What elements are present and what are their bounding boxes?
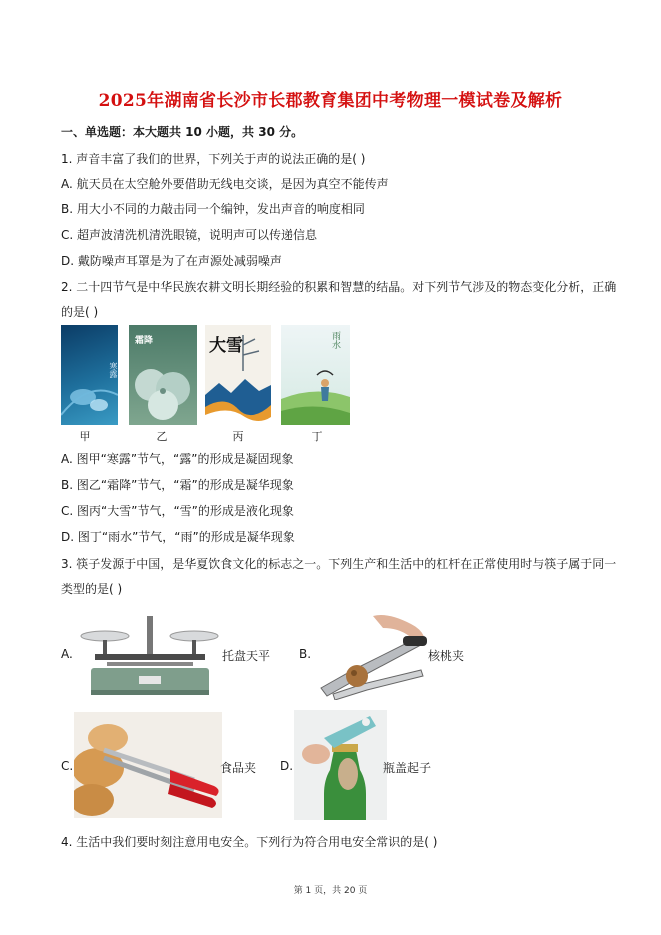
q3-option-a-letter: A. [61,647,73,661]
food-tongs-image [74,712,222,818]
bottle-opener-image [294,710,387,820]
q1-option-a: A. 航天员在太空舱外要借助无线电交谈，是因为真空不能传声 [61,177,389,191]
q2-option-a: A. 图甲“寒露”节气，“露”的形成是凝固现象 [61,452,294,466]
solar-term-image-yi [129,325,197,425]
solar-term-image-ding [281,325,350,425]
q2-option-d: D. 图丁“雨水”节气，“雨”的形成是凝华现象 [61,530,295,544]
q3-option-b-label: 核桃夹 [428,649,465,663]
q1-option-c: C. 超声波清洗机清洗眼镜，说明声可以传递信息 [61,228,318,242]
q3-option-d-label: 瓶盖起子 [383,761,432,775]
page-title: 2025年湖南省长沙市长郡教育集团中考物理一模试卷及解析 [98,91,563,111]
q2-option-b: B. 图乙“霜降”节气，“霜”的形成是凝华现象 [61,478,294,492]
q3-stem-line1: 3. 筷子发源于中国，是华夏饮食文化的标志之一。下列生产和生活中的杠杆在正常使用时与筷子属于同一 [61,557,617,571]
caption-yi: 乙 [156,430,168,443]
q3-option-c-letter: C. [61,759,74,773]
q3-option-c-label: 食品夹 [220,761,257,775]
page-footer: 第 1 页，共 20 页 [293,886,368,896]
solar-term-image-jia [61,325,118,425]
walnut-cracker-image [313,610,430,700]
caption-bing: 丙 [232,430,244,443]
q3-stem-line2: 类型的是( ) [61,582,123,596]
solar-term-text-bing: 大雪 [209,336,243,356]
solar-term-image-bing [205,325,271,425]
q1-option-d: D. 戴防噪声耳罩是为了在声源处减弱噪声 [61,254,282,268]
q4-stem: 4. 生活中我们要时刻注意用电安全。下列行为符合用电安全常识的是( ) [61,835,438,849]
q3-option-a-label: 托盘天平 [222,649,271,663]
solar-term-text-ding: 雨水 [330,331,340,349]
caption-ding: 丁 [311,430,323,443]
q2-stem-line2: 的是( ) [61,305,99,319]
balance-image [77,612,222,697]
q2-stem-line1: 2. 二十四节气是中华民族农耕文明长期经验的积累和智慧的结晶。对下列节气涉及的物态变化分析，正确 [61,280,617,294]
section-heading: 一、单选题：本大题共 10 小题，共 30 分。 [61,125,304,139]
caption-jia: 甲 [79,430,91,443]
q3-option-b-letter: B. [299,647,312,661]
solar-term-text-yi: 霜降 [135,336,154,346]
q3-option-d-letter: D. [280,759,294,773]
solar-term-text-jia: 寒露 [109,362,118,378]
q1-stem: 1. 声音丰富了我们的世界，下列关于声的说法正确的是( ) [61,152,366,166]
q2-option-c: C. 图丙“大雪”节气，“雪”的形成是液化现象 [61,504,294,518]
q1-option-b: B. 用大小不同的力敲击同一个编钟，发出声音的响度相同 [61,202,365,216]
